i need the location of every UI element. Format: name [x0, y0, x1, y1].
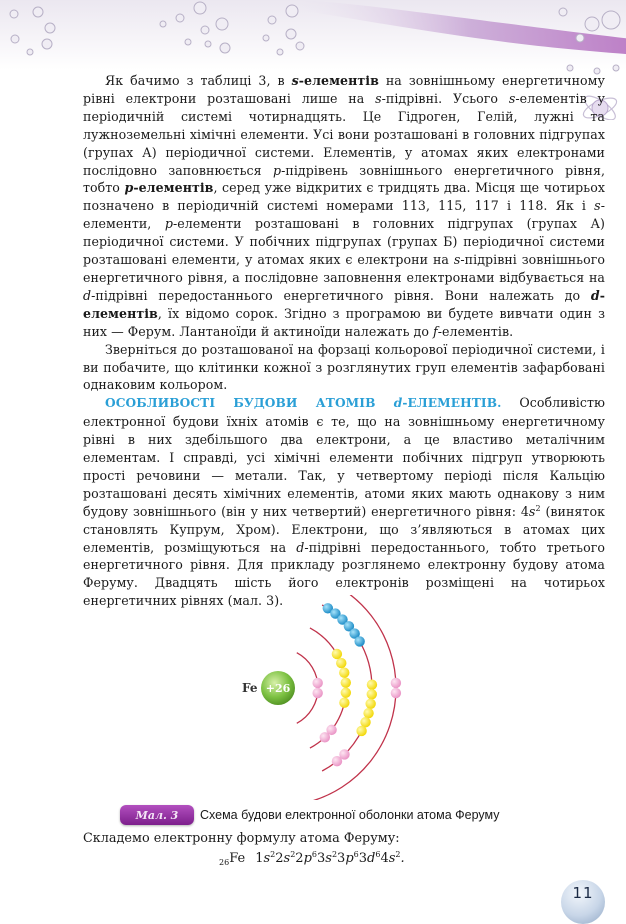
- formula-electron-count: 2: [395, 850, 401, 859]
- formula-electron-count: 2: [331, 850, 338, 859]
- formula-subshell: d: [367, 851, 376, 866]
- formula-shell-number: 2: [275, 851, 284, 866]
- formula-intro: Складемо електронну формулу атома Феруму:: [83, 831, 400, 846]
- s-electron: [332, 756, 342, 766]
- p-electron: [332, 649, 342, 659]
- paragraph-d-elements-structure: ОСОБЛИВОСТІ БУДОВИ АТОМІВ d-ЕЛЕМЕНТІВ. Особливістю електронної будови їхніх атомів є те, що на зовнішньому енергетичному рівні в них здебільшого два електрони, а це властиво металічним елементам. І справді, усі хімічні елементи побічних підгруп утворюють прості речовини — метали. Так, у четвертому періоді після Кальцію розташовані десять хімічних елементів, атоми яких мають однакову з ним будову зовнішнього (він у них четвертий) енергетичного рівня: $4s^2$ (виняток становлять Купрум, Хром). Електрони, що з’являються в атомах цих елементів, розміщуються на d-підрівні передостаннього, тобто третього енергетичного рівня. Для прикладу розглянемо електронну будову атома Феруму. Двадцять шість його електронів розміщені на чотирьох енергетичних рівнях (мал. 3).: [83, 395, 605, 609]
- s-electron: [312, 678, 322, 688]
- section-heading: ОСОБЛИВОСТІ БУДОВИ АТОМІВ d-ЕЛЕМЕНТІВ.: [105, 396, 502, 411]
- body-text: [83, 72, 605, 610]
- formula-electron-count: 2: [270, 850, 276, 859]
- formula-subshell: s: [263, 851, 271, 866]
- d-electron: [365, 699, 375, 709]
- electron-formula: [219, 851, 405, 866]
- formula-subshell: p: [303, 851, 312, 866]
- paragraph-s-p-d-elements: Як бачимо з таблиці 3, в s-елементів на зовнішньому енергетичному рівні електрони розташовані лише на s-підрівні. Усього s-елементів у періодичній системі чотирнадцять. Це Гідроген, Гелій, лужні та лужноземельні хімічні елементи. Усі вони розташовані в головних підгрупах (групах А) періодичної системи. Елементів, у атомах яких електронами послідовно заповнюється p-підрівень зовнішнього енергетичного рівня, тобто p-елементів, серед уже відкритих є тридцять два. Місця ще чотирьох позначено в періодичній системі номерами 113, 115, 117 і 118. Як і s-елементи, p-елементи розташовані в головних підгрупах (групах А) періодичної системи. У побічних підгрупах (групах Б) періодичної системи розташовані елементи, у атомах яких є електрони на s-підрівні зовнішнього енергетичного рівня, а послідовне заповнення електронами відбувається на d-підрівні передостаннього енергетичного рівня. Вони належать до d-елементів, їх відомо сорок. Згідно з програмою ви будете вивчати один з них — Ферум. Лантаноїди й актиноїди належать до f-елементів.: [83, 73, 606, 339]
- formula-electron-count: 6: [375, 850, 381, 859]
- figure-badge: Мал. 3: [120, 805, 194, 825]
- p-electron: [341, 677, 351, 687]
- s-electron: [312, 688, 322, 698]
- p-electron: [339, 668, 349, 678]
- formula-subshell: s: [325, 851, 332, 866]
- d-electron: [367, 680, 377, 690]
- formula-shell-number: 4: [380, 851, 389, 866]
- electron-configuration: $1s^22s^22p^63s^23p^63d^64s^2$.: [255, 850, 405, 866]
- formula-shell-number: 1: [255, 851, 264, 866]
- p-electron: [354, 636, 364, 646]
- s-electron: [391, 688, 401, 698]
- figure-caption: [120, 804, 500, 826]
- paragraph-periodic-table-note: Зверніться до розташованої на форзаці кольорової періодичної системи, і ви побачите, що клітинки кожної з розглянутих груп елементів зафарбовані однаковим кольором.: [83, 341, 605, 393]
- s-electron: [320, 732, 330, 742]
- formula-shell-number: 3: [337, 851, 346, 866]
- formula-shell-number: 2: [295, 851, 304, 866]
- term-s-elements: s-елементів: [291, 73, 379, 88]
- formula-symbol: Fe: [229, 851, 246, 866]
- nucleus-charge: +26: [265, 682, 291, 695]
- formula-subshell: s: [283, 851, 291, 866]
- atomic-number: 26: [219, 858, 230, 867]
- page-number: 11: [561, 880, 605, 924]
- d-electron: [356, 726, 366, 736]
- formula-subshell: s: [388, 851, 396, 866]
- d-electron: [363, 708, 373, 718]
- d-electron: [367, 689, 377, 699]
- p-electron: [341, 688, 351, 698]
- iron-electron-shell-diagram: [220, 595, 420, 800]
- p-electron: [339, 698, 349, 708]
- element-symbol: Fe: [242, 681, 258, 695]
- formula-electron-count: 6: [353, 850, 359, 859]
- caption-text: Схема будови електронної оболонки атома Феруму: [200, 808, 500, 822]
- formula-electron-count: 6: [311, 850, 317, 859]
- s-electron: [391, 678, 401, 688]
- formula-shell-number: 3: [317, 851, 326, 866]
- term-p-elements: p-елементів: [124, 180, 214, 196]
- formula-subshell: p: [345, 851, 354, 866]
- formula-shell-number: 3: [358, 851, 368, 866]
- term-d-elements: d-елементів: [83, 287, 605, 321]
- formula-electron-count: 2: [290, 850, 296, 859]
- orbit-shell-1: [297, 653, 318, 724]
- p-electron: [336, 658, 346, 668]
